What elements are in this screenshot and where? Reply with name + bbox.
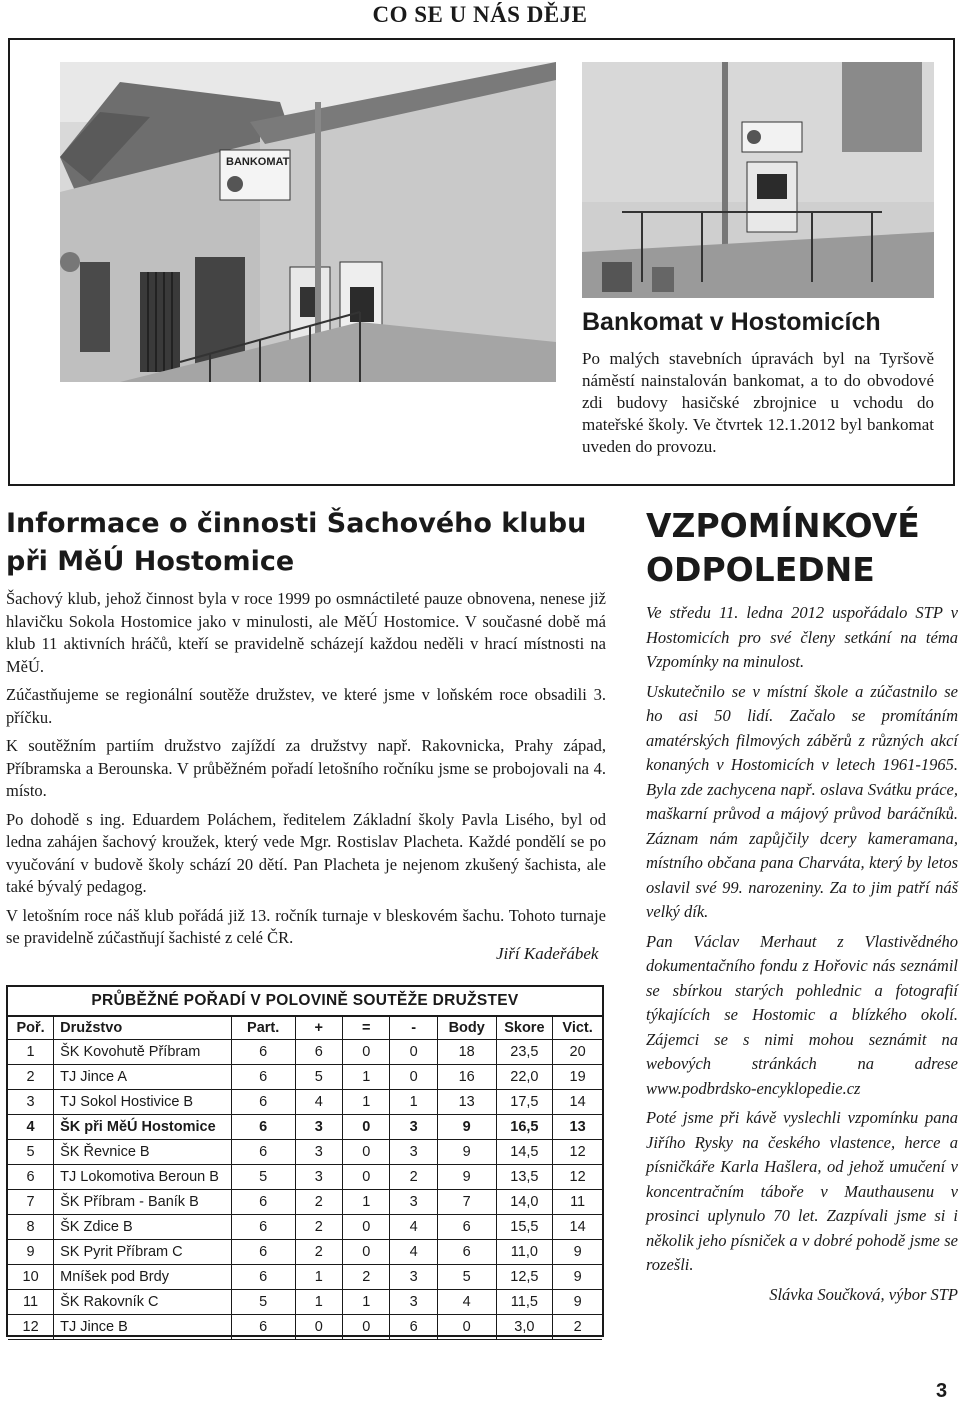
table-cell: 12 — [553, 1165, 602, 1190]
table-cell: 16 — [437, 1065, 496, 1090]
table-cell: 1 — [343, 1090, 390, 1115]
table-cell: 2 — [295, 1215, 342, 1240]
table-cell: 2 — [343, 1265, 390, 1290]
bankomat-text: Po malých stavebních úpravách byl na Tyršově náměstí nainstalován bankomat, a to do obvodové zdi budovy hasičské zbrojnice u vchodu do mateřské školy. Ve čtvrtek 12.1.2012 byl bankomat uveden do provozu. — [582, 349, 934, 456]
table-cell: 8 — [8, 1215, 54, 1240]
col-header: Poř. — [8, 1017, 54, 1040]
table-cell: 11 — [553, 1190, 602, 1215]
table-cell: 9 — [437, 1165, 496, 1190]
table-cell: 0 — [390, 1040, 437, 1065]
table-cell: 1 — [343, 1065, 390, 1090]
bankomat-heading: Bankomat v Hostomicích — [582, 308, 881, 336]
table-row — [8, 1190, 602, 1215]
table-cell: ŠK Řevnice B — [54, 1140, 232, 1165]
table-cell: 3 — [8, 1090, 54, 1115]
table-cell: 6 — [390, 1315, 437, 1340]
table-cell: 7 — [437, 1190, 496, 1215]
chess-paragraph: Zúčastňujeme se regionální soutěže družstev, ve které jsme v loňském roce obsadili 3. příčku. — [6, 685, 606, 727]
chess-heading-line1: Informace o činnosti Šachového klubu — [6, 508, 587, 539]
table-cell: 6 — [231, 1315, 295, 1340]
table-cell: 12 — [8, 1315, 54, 1340]
table-cell: 11 — [8, 1290, 54, 1315]
standings-header-row — [8, 1017, 602, 1040]
table-cell: 6 — [8, 1165, 54, 1190]
table-cell: 1 — [343, 1290, 390, 1315]
col-header: Vict. — [553, 1017, 602, 1040]
table-cell: 0 — [343, 1115, 390, 1140]
table-cell: 23,5 — [496, 1040, 553, 1065]
table-cell: 17,5 — [496, 1090, 553, 1115]
table-cell: 20 — [553, 1040, 602, 1065]
table-cell: ŠK Rakovník C — [54, 1290, 232, 1315]
chess-paragraph: Po dohodě s ing. Eduardem Poláchem, ředitelem Základní školy Pavla Lisého, byl od ledna zahájen šachový kroužek, který vede Mgr. Rostislav Placheta. Každé pondělí se po vyučování v budově školy schází 20 dětí. Pan Placheta je nejenom zkušený šachista, ale také bývalý pedagog. — [6, 809, 606, 896]
table-cell: 2 — [8, 1065, 54, 1090]
bankomat-photo-building — [60, 62, 556, 382]
table-cell: 0 — [390, 1065, 437, 1090]
table-cell: 3 — [390, 1140, 437, 1165]
table-cell: 5 — [231, 1290, 295, 1315]
table-cell: 11,0 — [496, 1240, 553, 1265]
table-cell: 3 — [390, 1265, 437, 1290]
table-cell: Mníšek pod Brdy — [54, 1265, 232, 1290]
page-section-title: CO SE U NÁS DĚJE — [372, 2, 588, 27]
table-cell: ŠK Kovohutě Příbram — [54, 1040, 232, 1065]
chess-heading-line2: při MěÚ Hostomice — [6, 546, 295, 577]
table-cell: 0 — [343, 1315, 390, 1340]
table-row — [8, 1215, 602, 1240]
table-cell: 2 — [295, 1190, 342, 1215]
table-cell: 1 — [343, 1190, 390, 1215]
table-cell: 5 — [437, 1265, 496, 1290]
vzpominky-paragraph: Poté jsme při kávě vyslechli vzpomínku pana Jiřího Rysky na českého vlastence, herce a písničkáře Karla Hašlera, od jehož umučení v koncentračním táboře v Mauthausenu v prosinci uplynulo 70 let. Zazpívali jsme si i několik jeho písniček a v dobré pohodě jsme se rozešli. — [646, 1108, 958, 1274]
table-cell: 3,0 — [496, 1315, 553, 1340]
chess-paragraph: Šachový klub, jehož činnost byla v roce 1999 po osmnáctileté pauze obnovena, nenese již hlavičku Sokola Hostomice jako v minulosti, ale MěÚ Hostomice. V současné době má klub 11 aktivních hráčů, kteří se pravidelně scházejí každou neděli v hrací místnosti na MěÚ. — [6, 589, 606, 676]
chess-paragraph: V letošním roce náš klub pořádá již 13. ročník turnaje v bleskovém šachu. Tohoto turnaje se pravidelně zúčastňují šachisté z celé ČR. — [6, 905, 606, 947]
standings-table-box — [6, 985, 604, 1337]
table-cell: 1 — [295, 1265, 342, 1290]
table-cell: 16,5 — [496, 1115, 553, 1140]
table-cell: 3 — [390, 1190, 437, 1215]
vzpominky-author: Slávka Součková, výbor STP — [769, 1284, 958, 1304]
table-cell: 3 — [390, 1115, 437, 1140]
table-cell: 5 — [295, 1065, 342, 1090]
table-row — [8, 1090, 602, 1115]
table-cell: 6 — [231, 1065, 295, 1090]
table-cell: 7 — [8, 1190, 54, 1215]
table-cell: ŠK při MěÚ Hostomice — [54, 1115, 232, 1140]
table-cell: 6 — [437, 1215, 496, 1240]
table-cell: 2 — [390, 1165, 437, 1190]
table-cell: 6 — [231, 1240, 295, 1265]
col-header: = — [343, 1017, 390, 1040]
table-cell: 18 — [437, 1040, 496, 1065]
table-cell: 14,0 — [496, 1190, 553, 1215]
table-row — [8, 1040, 602, 1065]
table-cell: 6 — [231, 1040, 295, 1065]
table-cell: 3 — [295, 1165, 342, 1190]
table-row — [8, 1065, 602, 1090]
table-cell: 9 — [553, 1265, 602, 1290]
chess-paragraph: K soutěžním partiím družstvo zajíždí za družstvy např. Rakovnicka, Prahy západ, Příbramska a Berounska. V průběžném pořadí letošního ročníku jsme se probojovali na 4. místo. — [6, 736, 606, 800]
table-cell: 14,5 — [496, 1140, 553, 1165]
table-cell: 13 — [437, 1090, 496, 1115]
table-cell: TJ Sokol Hostivice B — [54, 1090, 232, 1115]
table-cell: 2 — [553, 1315, 602, 1340]
table-cell: 9 — [437, 1115, 496, 1140]
table-cell: 5 — [231, 1165, 295, 1190]
table-cell: 4 — [437, 1290, 496, 1315]
table-cell: 4 — [390, 1240, 437, 1265]
table-cell: 0 — [295, 1315, 342, 1340]
table-cell: 9 — [553, 1240, 602, 1265]
table-cell: 4 — [390, 1215, 437, 1240]
table-cell: 0 — [343, 1215, 390, 1240]
table-cell: 11,5 — [496, 1290, 553, 1315]
col-header: Part. — [231, 1017, 295, 1040]
table-cell: 22,0 — [496, 1065, 553, 1090]
table-cell: 5 — [8, 1140, 54, 1165]
col-header: - — [390, 1017, 437, 1040]
table-cell: 14 — [553, 1090, 602, 1115]
table-cell: 10 — [8, 1265, 54, 1290]
table-row — [8, 1240, 602, 1265]
table-cell: 9 — [553, 1290, 602, 1315]
standings-body — [8, 1040, 602, 1340]
table-cell: 6 — [231, 1190, 295, 1215]
bankomat-photo-closeup — [582, 62, 934, 298]
table-row — [8, 1265, 602, 1290]
table-cell: 1 — [8, 1040, 54, 1065]
table-cell: TJ Jince A — [54, 1065, 232, 1090]
table-cell: 3 — [390, 1290, 437, 1315]
chess-heading — [6, 505, 616, 581]
table-cell: 3 — [295, 1140, 342, 1165]
table-cell: 15,5 — [496, 1215, 553, 1240]
standings-table — [8, 1016, 602, 1340]
col-header: Body — [437, 1017, 496, 1040]
chess-article-body — [6, 588, 606, 956]
table-cell: 4 — [8, 1115, 54, 1140]
table-cell: 13 — [553, 1115, 602, 1140]
table-cell: 6 — [231, 1215, 295, 1240]
vzpominky-paragraph: Uskutečnilo se v místní škole a zúčastnilo se ho asi 50 lidí. Začalo se promítáním amatérských filmových záběrů z různých akcí konaných v Hostomicích v letech 1961-1965. Byla zde zachycena např. oslava Svátku práce, maškarní průvod a májový průvod baráčníků. Záznam nám zapůjčily dcery kameramana, místního občana pana Charváta, který by letos oslavil své 99. narozeniny. Za to jim patří náš velký dík. — [646, 681, 958, 921]
table-cell: 6 — [231, 1140, 295, 1165]
table-cell: 1 — [295, 1290, 342, 1315]
table-cell: 0 — [437, 1315, 496, 1340]
vzpominky-paragraph: Pan Václav Merhaut z Vlastivědného dokumentačního fondu z Hořovic nás seznámil se sbírkou starých pohlednic a fotografií týkajících se Hostomic a blízkého okolí. Zájemci se s nimi mohou seznámit na webových stránkách na adrese www.podbrdsko-encyklopedie.cz — [646, 931, 958, 1098]
table-cell: 4 — [295, 1090, 342, 1115]
table-row — [8, 1115, 602, 1140]
table-cell: 2 — [295, 1240, 342, 1265]
table-cell: 0 — [343, 1140, 390, 1165]
table-cell: 19 — [553, 1065, 602, 1090]
vzpominky-heading — [646, 504, 956, 592]
table-row — [8, 1290, 602, 1315]
vzpominky-heading-line1: VZPOMÍNKOVÉ — [646, 506, 920, 545]
table-cell: 14 — [553, 1215, 602, 1240]
table-cell: 9 — [8, 1240, 54, 1265]
table-cell: 6 — [231, 1265, 295, 1290]
table-cell: 0 — [343, 1040, 390, 1065]
col-header: Družstvo — [54, 1017, 232, 1040]
table-cell: 13,5 — [496, 1165, 553, 1190]
table-row — [8, 1315, 602, 1340]
photo-sign-text: BANKOMAT — [226, 156, 290, 168]
table-cell: SK Pyrit Příbram C — [54, 1240, 232, 1265]
table-cell: 12 — [553, 1140, 602, 1165]
table-cell: TJ Lokomotiva Beroun B — [54, 1165, 232, 1190]
chess-author: Jiří Kadeřábek — [496, 944, 599, 963]
table-cell: 0 — [343, 1240, 390, 1265]
standings-title: PRŮBĚŽNÉ POŘADÍ V POLOVINĚ SOUTĚŽE DRUŽSTEV — [8, 987, 602, 1016]
table-cell: 6 — [231, 1090, 295, 1115]
table-row — [8, 1165, 602, 1190]
table-cell: 0 — [343, 1165, 390, 1190]
col-header: + — [295, 1017, 342, 1040]
vzpominky-article-body — [646, 601, 958, 1307]
table-cell: 1 — [390, 1090, 437, 1115]
vzpominky-heading-line2: ODPOLEDNE — [646, 550, 875, 589]
table-cell: 3 — [295, 1115, 342, 1140]
table-cell: 6 — [295, 1040, 342, 1065]
vzpominky-paragraph: Ve středu 11. ledna 2012 uspořádalo STP v Hostomicích pro své členy setkání na téma Vzpomínky na minulost. — [646, 603, 958, 671]
table-cell: 6 — [437, 1240, 496, 1265]
page-number: 3 — [936, 1380, 948, 1402]
table-cell: 6 — [231, 1115, 295, 1140]
table-cell: ŠK Příbram - Baník B — [54, 1190, 232, 1215]
table-cell: ŠK Zdice B — [54, 1215, 232, 1240]
table-cell: TJ Jince B — [54, 1315, 232, 1340]
table-cell: 12,5 — [496, 1265, 553, 1290]
table-row — [8, 1140, 602, 1165]
table-cell: 9 — [437, 1140, 496, 1165]
col-header: Skore — [496, 1017, 553, 1040]
